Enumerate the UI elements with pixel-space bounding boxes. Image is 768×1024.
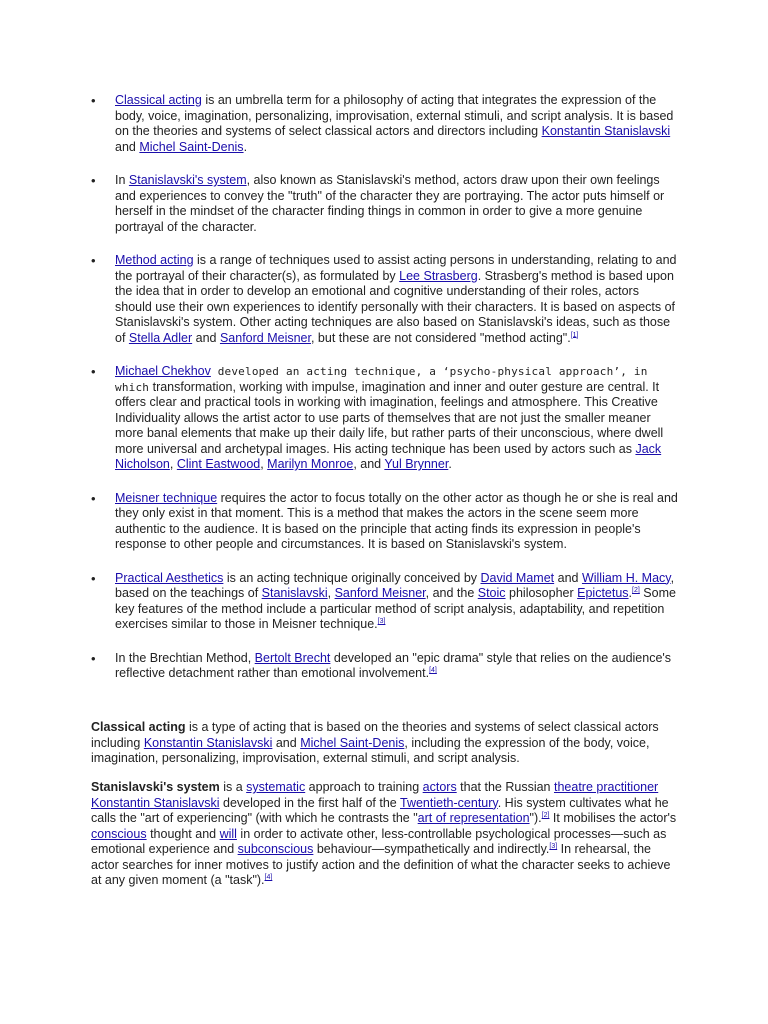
link-theatre-practitioner[interactable]: theatre practitioner (553, 780, 659, 794)
link-william-h-macy[interactable]: William H. Macy (581, 570, 671, 585)
link-michel-saint-denis[interactable]: Michel Saint-Denis (139, 139, 244, 154)
link-michel-saint-denis-2[interactable]: Michel Saint-Denis (300, 735, 405, 750)
text: approach to training (305, 780, 423, 794)
text: Some key features of the method include a particular method of script analysis, adaptability, and repetition exercises similar to those in Meisner technique. (115, 586, 676, 631)
text: In the Brechtian Method, (115, 650, 255, 665)
text: . Strasberg's method is based upon the idea that in order to develop an emotional and cognitive understanding of their roles, actors should use their own experiences to identify personally with their characters. It is based on aspects of Stanislavski's system. Other acting techniques are also based on Stanislavski's ideas, such as those of (115, 268, 676, 345)
link-conscious[interactable]: conscious (91, 826, 147, 841)
list-item-stanislavski-system (0, 173, 768, 235)
text: , (327, 586, 335, 600)
link-bertolt-brecht[interactable]: Bertolt Brecht (254, 650, 331, 665)
reference-3[interactable]: [3] (377, 617, 386, 625)
link-twentieth-century[interactable]: Twentieth-century (400, 795, 498, 810)
list-item-brechtian-method (0, 651, 768, 682)
reference-3b[interactable]: [3] (549, 842, 558, 850)
link-stoic[interactable]: Stoic (477, 586, 506, 600)
link-sanford-meisner[interactable]: Sanford Meisner (219, 330, 311, 345)
text: , and (353, 457, 385, 471)
text: , and the (425, 586, 478, 600)
link-marilyn-monroe[interactable]: Marilyn Monroe (267, 457, 354, 471)
bold-term: Classical acting (91, 720, 186, 734)
text: , including the expression of the body, voice, imagination, personalizing, improvisation, external stimuli, and script analysis. (91, 735, 650, 765)
link-yul-brynner[interactable]: Yul Brynner (384, 457, 449, 471)
text: requires the actor to focus totally on the other actor as though he or she is real and they only exist in that moment. This is a method that makes the actors in the scene seem more authentic to the audience. It is based on the principle that acting finds its expression in people's response to other people and circumstances. It is based on Stanislavski's system. (115, 490, 678, 551)
list-item-classical-acting (0, 93, 768, 155)
bold-term: Stanislavski's system (91, 780, 220, 794)
text: developed an acting technique, a ‘psycho-physical approach’, in which (115, 365, 648, 394)
link-stanislavski[interactable]: Stanislavski (261, 586, 328, 600)
paragraph-classical-acting (91, 720, 681, 767)
text: in order to activate other, less-controllable psychological processes—such as emotional experience and (91, 826, 667, 856)
link-art-of-representation[interactable]: art of representation (417, 811, 530, 825)
text: thought and (146, 826, 220, 841)
text: is a range of techniques used to assist acting persons in understanding, relating to and the portrayal of their character(s), as formulated by (115, 253, 677, 283)
paragraph-stanislavski-system (91, 780, 681, 889)
link-actors[interactable]: actors (422, 780, 457, 794)
text: . (448, 457, 452, 471)
text: developed in the first half of the (219, 795, 400, 810)
text: is an acting technique originally conceived by (223, 570, 481, 585)
text: , (260, 457, 268, 471)
text: In (115, 173, 129, 187)
text: , based on the teachings of (115, 570, 675, 600)
list-item-meisner-technique (0, 491, 768, 553)
text: is a (219, 780, 247, 794)
link-david-mamet[interactable]: David Mamet (480, 570, 555, 585)
link-stanislavskis-system[interactable]: Stanislavski's system (128, 173, 247, 187)
link-systematic[interactable]: systematic (246, 780, 306, 794)
link-jack-nicholson[interactable]: Jack Nicholson (115, 441, 662, 471)
link-subconscious[interactable]: subconscious (237, 842, 314, 856)
text: and (115, 139, 140, 154)
text: transformation, working with impulse, imagination and inner and outer gesture are central. It offers clear and practical tools in working with imagination, feelings and atmosphere. This Creative Individuality allows the artist actor to use parts of themselves that are not just the smaller meaner more banal elements that make up their daily life, but rather parts of their unconscious, where dwell more universal and archetypal images. His acting technique has been used by actors such as (115, 379, 664, 456)
link-lee-strasberg[interactable]: Lee Strasberg (399, 268, 478, 283)
list-item-method-acting (0, 253, 768, 346)
text: . His system cultivates what he calls the "art of experiencing" (with which he contrasts the " (91, 795, 669, 825)
text: that the Russian (456, 780, 554, 794)
text: , but these are not considered "method acting". (310, 330, 571, 345)
reference-4[interactable]: [4] (429, 666, 437, 674)
technique-bullet-list (0, 93, 768, 700)
link-practical-aesthetics[interactable]: Practical Aesthetics (115, 570, 224, 585)
text: "). (529, 811, 542, 825)
text: developed an "epic drama" style that relies on the audience's reflective detachment rather than emotional involvement. (115, 650, 672, 680)
text: , also known as Stanislavski's method, actors draw upon their own feelings and experiences to convey the "truth" of the character they are portraying. The actor puts himself or herself in the mindset of the character finding things in common in order to give a more genuine portrayal of the character. (115, 173, 665, 234)
text: is a type of acting that is based on the theories and systems of select classical actors including (91, 720, 659, 750)
text: is an umbrella term for a philosophy of acting that integrates the expression of the body, voice, imagination, personalizing, improvisation, external stimuli, and script analysis. It is based on the theories and systems of select classical actors and directors including (115, 93, 674, 138)
link-michael-chekhov[interactable]: Michael Chekhov (115, 364, 211, 378)
text: and (192, 330, 220, 345)
link-classical-acting[interactable]: Classical acting (115, 93, 202, 107)
reference-4b[interactable]: [4] (264, 873, 273, 881)
text: and (554, 570, 582, 585)
text: and (272, 735, 301, 750)
link-konstantin-stanislavski-2[interactable]: Konstantin Stanislavski (143, 735, 273, 750)
link-clint-eastwood[interactable]: Clint Eastwood (176, 457, 261, 471)
reference-2b[interactable]: [2] (541, 811, 550, 819)
reference-2[interactable]: [2] (632, 586, 640, 594)
link-meisner-technique[interactable]: Meisner technique (115, 490, 218, 505)
text: . (243, 139, 248, 154)
link-konstantin-stanislavski-3[interactable]: Konstantin Stanislavski (91, 795, 220, 810)
text: It mobilises the actor's (549, 811, 677, 825)
reference-1[interactable]: [1] (570, 331, 579, 339)
link-method-acting[interactable]: Method acting (115, 253, 194, 267)
link-konstantin-stanislavski[interactable]: Konstantin Stanislavski (541, 124, 671, 138)
link-epictetus[interactable]: Epictetus (577, 586, 629, 600)
link-will[interactable]: will (219, 826, 237, 841)
text: behaviour—sympathetically and indirectly. (313, 842, 550, 856)
text: philosopher (505, 586, 578, 600)
link-sanford-meisner-2[interactable]: Sanford Meisner (334, 586, 426, 600)
list-item-michael-chekhov (0, 364, 768, 473)
text: In rehearsal, the actor searches for inner motives to justify action and the definition of what the character seeks to achieve at any given moment (a "task"). (91, 842, 671, 887)
list-item-practical-aesthetics (0, 571, 768, 633)
text: . (628, 586, 633, 600)
link-stella-adler[interactable]: Stella Adler (128, 330, 193, 345)
text: , (169, 457, 177, 471)
